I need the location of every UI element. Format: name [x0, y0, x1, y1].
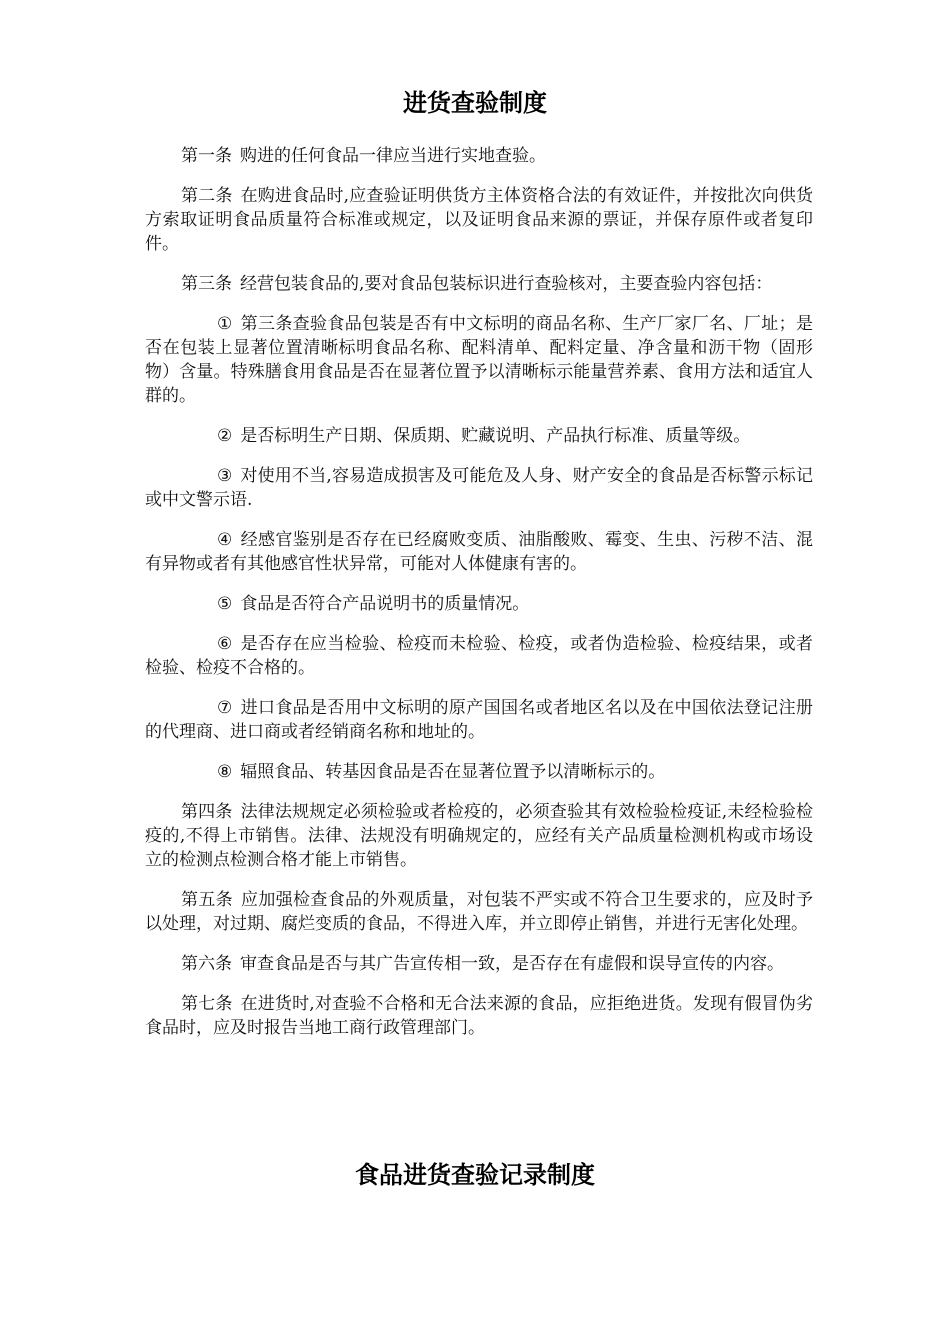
article-6-head: 第六条 — [181, 954, 232, 974]
item-4-number: ④ — [217, 530, 233, 550]
item-4 — [145, 528, 813, 576]
item-3-text: 对使用不当,容易造成损害及可能危及人身、财产安全的食品是否标警示标记或中文警示语. — [145, 466, 813, 510]
article-5-text: 应加强检查食品的外观质量，对包装不严实或不符合卫生要求的，应及时予以处理，对过期、腐烂变质的食品，不得进入库，并立即停止销售，并进行无害化处理。 — [145, 890, 814, 934]
article-7 — [145, 992, 813, 1040]
article-6 — [145, 952, 813, 976]
article-5-head: 第五条 — [181, 890, 234, 910]
article-1 — [145, 144, 813, 168]
item-5-number: ⑤ — [217, 594, 233, 614]
article-2 — [145, 184, 813, 256]
item-5-text: 食品是否符合产品说明书的质量情况。 — [240, 594, 530, 614]
item-3 — [145, 464, 813, 512]
article-2-text: 在购进食品时,应查验证明供货方主体资格合法的有效证件，并按批次向供货方索取证明食品质量符合标准或规定，以及证明食品来源的票证，并保存原件或者复印件。 — [145, 186, 814, 254]
document-title: 进货查验制度 — [403, 88, 547, 117]
article-4-text: 法律法规规定必须检验或者检疫的，必须查验其有效检验检疫证,未经检验检疫的,不得上市销售。法律、法规没有明确规定的，应经有关产品质量检测机构或市场设立的检测点检测合格才能上市销售。 — [145, 802, 814, 870]
item-8 — [145, 760, 813, 784]
item-2-number: ② — [217, 426, 233, 446]
item-7-number: ⑦ — [217, 698, 233, 718]
item-8-text: 辐照食品、转基因食品是否在显著位置予以清晰标示的。 — [240, 762, 666, 782]
item-1 — [145, 312, 813, 408]
item-6-number: ⑥ — [217, 634, 233, 654]
item-1-number: ① — [217, 314, 233, 334]
item-6 — [145, 632, 813, 680]
article-7-head: 第七条 — [181, 994, 233, 1014]
article-3-head: 第三条 — [181, 274, 232, 294]
item-2-text: 是否标明生产日期、保质期、贮藏说明、产品执行标准、质量等级。 — [240, 426, 751, 446]
item-7-text: 进口食品是否用中文标明的原产国国名或者地区名以及在中国依法登记注册的代理商、进口商或者经销商名称和地址的。 — [145, 698, 813, 742]
item-3-number: ③ — [217, 466, 233, 486]
article-5 — [145, 888, 813, 936]
item-4-text: 经感官鉴别是否存在已经腐败变质、油脂酸败、霉变、生虫、污秽不洁、混有异物或者有其他感官性状异常，可能对人体健康有害的。 — [145, 530, 813, 574]
article-2-head: 第二条 — [181, 186, 233, 206]
article-3 — [145, 272, 813, 296]
item-7 — [145, 696, 813, 744]
article-7-text: 在进货时,对查验不合格和无合法来源的食品，应拒绝进货。发现有假冒伪劣食品时，应及时报告当地工商行政管理部门。 — [145, 994, 814, 1038]
item-6-text: 是否存在应当检验、检疫而未检验、检疫，或者伪造检验、检疫结果，或者检验、检疫不合格的。 — [145, 634, 813, 678]
article-4-head: 第四条 — [181, 802, 233, 822]
article-3-text: 经营包装食品的,要对食品包装标识进行查验核对，主要查验内容包括： — [240, 274, 773, 294]
article-1-head: 第一条 — [181, 146, 232, 166]
second-section-title: 食品进货查验记录制度 — [355, 1160, 595, 1189]
document-body — [145, 144, 813, 1056]
item-2 — [145, 424, 813, 448]
article-4 — [145, 800, 813, 872]
item-5 — [145, 592, 813, 616]
item-8-number: ⑧ — [217, 762, 233, 782]
item-1-text: 第三条查验食品包装是否有中文标明的商品名称、生产厂家厂名、厂址；是否在包装上显著位置清晰标明食品名称、配料清单、配料定量、净含量和沥干物（固形物）含量。特殊膳食用食品是否在显著位置予以清晰标示能量营养素、食用方法和适宜人群的。 — [145, 314, 813, 406]
article-6-text: 审查食品是否与其广告宣传相一致，是否存在有虚假和误导宣传的内容。 — [240, 954, 784, 974]
article-1-text: 购进的任何食品一律应当进行实地查验。 — [240, 146, 546, 166]
